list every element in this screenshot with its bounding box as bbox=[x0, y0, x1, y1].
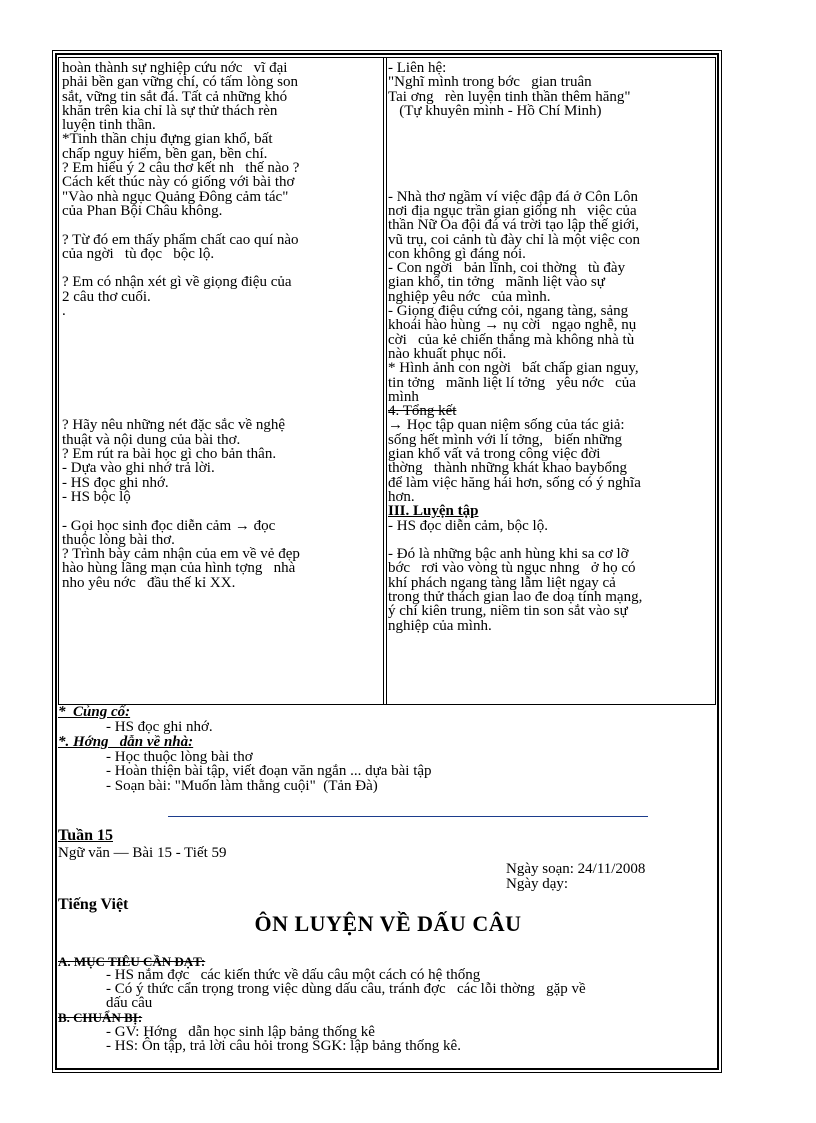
homework-heading: *. Hớng dẫn về nhà: bbox=[58, 734, 194, 750]
text-line: nào khuất phục nổi. bbox=[388, 345, 507, 362]
text-line: khí phách ngang tàng lẫm liệt ngay cả bbox=[388, 574, 616, 591]
text-line: ý chí kiên trung, niềm tin son sắt vào sự bbox=[388, 603, 628, 620]
text-line: "Nghĩ mình trong bớc gian truân bbox=[388, 74, 592, 91]
text-line: hơn. bbox=[388, 488, 415, 505]
text-line: bớc rơi vào vòng tù ngục nhng ở họ có bbox=[388, 560, 636, 577]
text-line: của ngời tù đọc bộc lộ. bbox=[62, 245, 215, 262]
text-line: 4. Tổng kết bbox=[388, 403, 457, 420]
text-line: 2 câu thơ cuối. bbox=[62, 288, 151, 305]
text-line: để làm việc hăng hái hơn, sống có ý nghĩa bbox=[388, 474, 641, 491]
lesson-title: ÔN LUYỆN VỀ DẤU CÂU bbox=[254, 911, 522, 936]
text-line: ? Em có nhận xét gì về giọng điệu của bbox=[62, 274, 292, 291]
text-line: vũ trụ, coi cảnh tù đày chỉ là một việc con bbox=[388, 231, 641, 248]
horizontal-rule bbox=[168, 816, 648, 817]
text-line: luyện tinh thần. bbox=[62, 117, 156, 134]
text-line bbox=[62, 404, 378, 418]
text-line bbox=[62, 333, 378, 347]
column-divider-2 bbox=[386, 58, 387, 704]
section-b-heading: B. CHUẨN BỊ: bbox=[58, 1010, 143, 1025]
text-line: sống hết mình với lí tởng, biến những bbox=[388, 431, 622, 448]
text-line: - Giọng điệu cứng cỏi, ngang tàng, sảng bbox=[388, 303, 629, 320]
text-line: nghiệp yêu nớc của mình. bbox=[388, 288, 551, 305]
text-line: - Liên hệ: bbox=[388, 60, 447, 76]
text-line bbox=[62, 504, 378, 518]
homework-line: - Soạn bài: "Muốn làm thằng cuội" (Tản Đà) bbox=[106, 778, 378, 794]
objective-line: - Có ý thức cẩn trọng trong việc dùng dấu câu, tránh đợc các lỗi thờng gặp về bbox=[106, 981, 586, 997]
right-column bbox=[388, 61, 711, 633]
text-line bbox=[388, 132, 711, 146]
text-line: *Tinh thần chịu đựng gian khổ, bất bbox=[62, 131, 273, 148]
text-line: khoái hào hùng → nụ cời ngạo nghễ, nụ bbox=[388, 317, 637, 334]
consolidation-line: - HS đọc ghi nhớ. bbox=[106, 719, 213, 735]
text-line bbox=[388, 147, 711, 161]
text-line bbox=[62, 361, 378, 375]
text-line: ? Từ đó em thấy phẩm chất cao quí nào bbox=[62, 231, 299, 248]
text-line bbox=[388, 175, 711, 189]
text-line: tin tởng mãnh liệt lí tởng yêu nớc của bbox=[388, 374, 636, 391]
text-line: Tai ơng rèn luyện tinh thần thêm hăng" bbox=[388, 88, 631, 105]
text-line: thuộc lòng bài thơ. bbox=[62, 531, 175, 548]
text-line: ? Hãy nêu những nét đặc sắc về nghệ bbox=[62, 417, 286, 434]
text-line: gian khổ vất vả trong công việc đời bbox=[388, 446, 601, 463]
text-line: - Gọi học sinh đọc diễn cảm → đọc bbox=[62, 517, 276, 534]
text-line: - Con ngời bản lĩnh, coi thờng tù đày bbox=[388, 260, 626, 277]
text-line: nơi địa ngục trần gian giống nh việc của bbox=[388, 202, 637, 219]
text-line: ? Em rút ra bài học gì cho bản thân. bbox=[62, 446, 277, 463]
text-line bbox=[62, 390, 378, 404]
text-line: gian khổ, tin tởng mãnh liệt vào sự bbox=[388, 274, 605, 291]
text-line bbox=[388, 161, 711, 175]
text-line: ? Trình bày cảm nhận của em về vẻ đẹp bbox=[62, 546, 300, 563]
text-line: hào hùng lãng mạn của hình tợng nhà bbox=[62, 560, 296, 577]
text-line bbox=[62, 261, 378, 275]
objective-line: dấu câu bbox=[106, 995, 153, 1011]
text-line: - HS đọc diễn cảm, bộc lộ. bbox=[388, 517, 548, 534]
column-divider bbox=[383, 58, 384, 704]
text-line: cời của kẻ chiến thắng mà không nhà tù bbox=[388, 331, 635, 348]
date-prepared: Ngày soạn: 24/11/2008 bbox=[506, 861, 646, 877]
text-line: III. Luyện tập bbox=[388, 503, 479, 520]
text-line: ? Em hiểu ý 2 câu thơ kết nh thế nào ? bbox=[62, 160, 300, 177]
left-column bbox=[62, 61, 378, 590]
text-line: thần Nữ Oa đội đá vá trời tạo lập thế giới, bbox=[388, 217, 640, 234]
text-line bbox=[62, 347, 378, 361]
week-label: Tuần 15 bbox=[58, 827, 113, 844]
text-line: - Đó là những bậc anh hùng khi sa cơ lỡ bbox=[388, 546, 629, 563]
preparation-line: - GV: Hớng dẫn học sinh lập bảng thống kê bbox=[106, 1024, 375, 1040]
homework-line: - Học thuộc lòng bài thơ bbox=[106, 749, 253, 765]
text-line: trong thử thách gian lao đe doạ tính mạng, bbox=[388, 588, 643, 605]
lesson-table bbox=[58, 57, 716, 705]
text-line: sắt, vững tin sắt đá. Tất cả những khó bbox=[62, 88, 288, 105]
date-taught: Ngày dạy: bbox=[506, 876, 569, 892]
text-line: - HS đọc ghi nhớ. bbox=[62, 474, 169, 491]
text-line: → Học tập quan niệm sống của tác giả: bbox=[388, 417, 625, 434]
preparation-line: - HS: Ôn tập, trả lời câu hỏi trong SGK: lập bảng thống kê. bbox=[106, 1038, 461, 1054]
text-line: nho yêu nớc đầu thế kỉ XX. bbox=[62, 574, 236, 591]
category-label: Tiếng Việt bbox=[58, 896, 129, 913]
section-a-heading: A. MỤC TIÊU CẦN ĐẠT: bbox=[58, 954, 206, 969]
text-line: * Hình ảnh con ngời bất chấp gian nguy, bbox=[388, 360, 639, 377]
text-line: (Tự khuyên mình - Hồ Chí Minh) bbox=[388, 102, 602, 119]
text-line bbox=[62, 376, 378, 390]
text-line: hoàn thành sự nghiệp cứu nớc vĩ đại bbox=[62, 60, 288, 76]
text-line: con không gì đáng nói. bbox=[388, 245, 526, 262]
text-line: - Dựa vào ghi nhớ trả lời. bbox=[62, 460, 215, 477]
text-line: của Phan Bội Châu không. bbox=[62, 202, 223, 219]
text-line: phải bền gan vững chí, có tấm lòng son bbox=[62, 74, 299, 91]
objective-line: - HS nắm đợc các kiến thức về dấu câu một cách có hệ thống bbox=[106, 967, 481, 983]
text-line: Cách kết thúc này có giống với bài thơ bbox=[62, 174, 295, 191]
text-line bbox=[62, 318, 378, 332]
text-line: chấp nguy hiểm, bền gan, bền chí. bbox=[62, 145, 268, 162]
text-line: - Nhà thơ ngầm ví việc đập đá ở Côn Lôn bbox=[388, 188, 638, 205]
text-line: nghiệp của mình. bbox=[388, 617, 492, 634]
text-line bbox=[388, 533, 711, 547]
text-line: "Vào nhà ngục Quảng Đông cảm tác" bbox=[62, 188, 289, 205]
text-line bbox=[62, 218, 378, 232]
text-line: . bbox=[62, 303, 66, 320]
text-line: khăn trên kia chỉ là sự thử thách rèn bbox=[62, 102, 278, 119]
subject-line: Ngữ văn — Bài 15 - Tiết 59 bbox=[58, 845, 227, 861]
text-line: - HS bộc lộ bbox=[62, 488, 131, 505]
text-line bbox=[388, 118, 711, 132]
text-line: mình bbox=[388, 388, 419, 405]
text-line: thờng thành những khát khao baybổng bbox=[388, 460, 627, 477]
homework-line: - Hoàn thiện bài tập, viết đoạn văn ngắn ... dựa bài tập bbox=[106, 763, 432, 779]
text-line: thuật và nội dung của bài thơ. bbox=[62, 431, 241, 448]
consolidation-heading: * Củng cố: bbox=[58, 704, 131, 720]
